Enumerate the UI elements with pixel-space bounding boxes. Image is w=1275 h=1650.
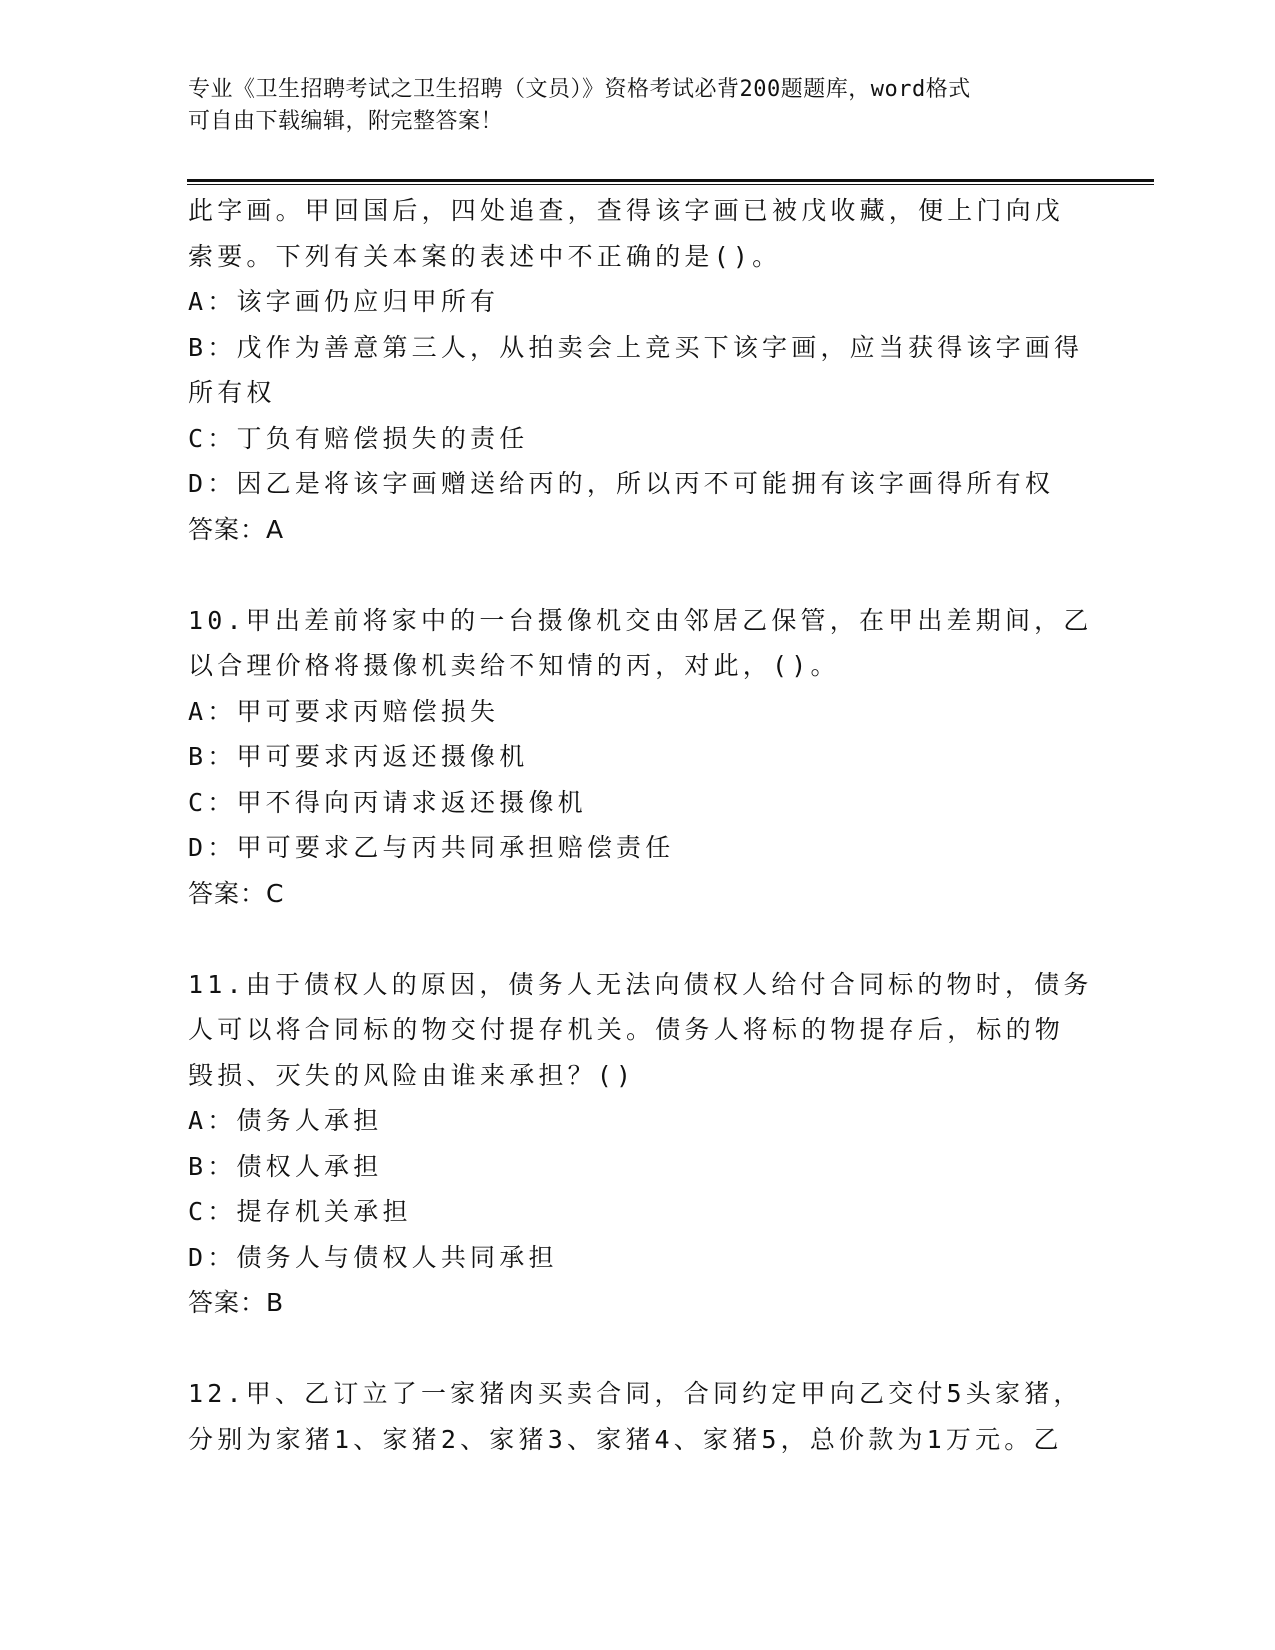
question-stem-line: 以合理价格将摄像机卖给不知情的丙，对此，()。: [188, 651, 840, 680]
option-d: D：债务人与债权人共同承担: [188, 1242, 558, 1272]
answer-label: 答案：B: [188, 1288, 285, 1317]
question-stem-line: 此字画。甲回国后，四处追查，查得该字画已被戊收藏，便上门向戊: [188, 196, 1065, 225]
question-spacer: [188, 1326, 1088, 1372]
question-block: [188, 598, 1093, 917]
option-d: D：因乙是将该字画赠送给丙的，所以丙不可能拥有该字画得所有权: [188, 469, 1055, 498]
question-stem-line: 索要。下列有关本案的表述中不正确的是()。: [188, 241, 782, 271]
question-spacer: [188, 552, 1088, 598]
option-b: B：甲可要求丙返还摄像机: [188, 742, 529, 771]
question-stem-line: 人可以将合同标的物交付提存机关。债务人将标的物提存后，标的物: [188, 1015, 1065, 1044]
question-block: [188, 1371, 1088, 1462]
option-b-continued: 所有权: [188, 378, 276, 407]
header-rule-thick: [187, 179, 1154, 182]
document-header: [188, 74, 1088, 138]
option-b: B：戊作为善意第三人，从拍卖会上竞买下该字画，应当获得该字画得: [188, 332, 1084, 362]
header-rule-thin: [187, 184, 1154, 185]
header-line-1: 专业《卫生招聘考试之卫生招聘（文员）》资格考试必背200题题库，word格式: [188, 77, 971, 102]
option-c: C：丁负有赔偿损失的责任: [188, 423, 529, 453]
question-stem-line: 11.由于债权人的原因，债务人无法向债权人给付合同标的物时，债务: [188, 969, 1093, 999]
question-spacer: [188, 916, 1088, 962]
question-block: [188, 962, 1093, 1326]
question-stem-line: 12.甲、乙订立了一家猪肉买卖合同，合同约定甲向乙交付5头家猪，: [188, 1379, 1083, 1408]
option-c: C：提存机关承担: [188, 1197, 412, 1226]
question-stem-line: 分别为家猪1、家猪2、家猪3、家猪4、家猪5，总价款为1万元。乙: [188, 1424, 1063, 1454]
question-stem-line: 毁损、灭失的风险由谁来承担？(): [188, 1060, 636, 1090]
answer-label: 答案：C: [188, 878, 285, 908]
question-block: [188, 188, 1088, 552]
option-a: A：该字画仍应归甲所有: [188, 287, 500, 316]
option-a: A：甲可要求丙赔偿损失: [188, 696, 500, 726]
question-list: [188, 188, 1093, 1462]
option-b: B：债权人承担: [188, 1151, 383, 1181]
answer-label: 答案：A: [188, 514, 285, 544]
option-c: C：甲不得向丙请求返还摄像机: [188, 787, 587, 817]
question-stem-line: 10.甲出差前将家中的一台摄像机交由邻居乙保管，在甲出差期间，乙: [188, 605, 1093, 635]
option-d: D：甲可要求乙与丙共同承担赔偿责任: [188, 833, 675, 862]
option-a: A：债务人承担: [188, 1106, 383, 1135]
header-line-2: 可自由下载编辑，附完整答案！: [188, 109, 504, 134]
